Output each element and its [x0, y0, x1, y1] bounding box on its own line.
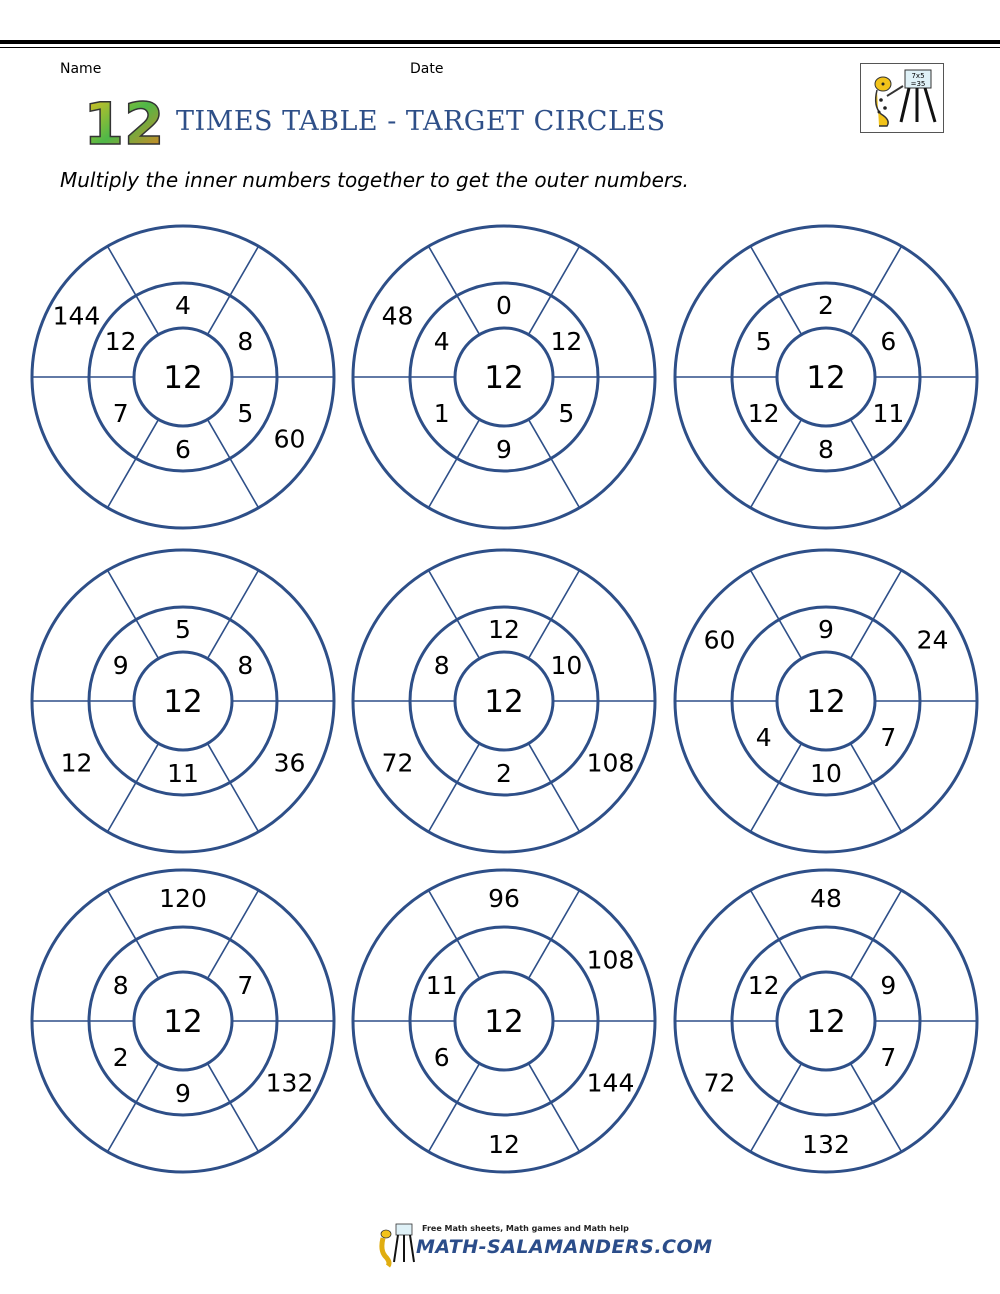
center-number: 12 — [806, 360, 846, 396]
inner-number: 12 — [488, 615, 520, 644]
name-label: Name — [60, 61, 102, 77]
instructions: Multiply the inner numbers together to get the outer numbers. — [60, 168, 689, 192]
segment-divider — [108, 246, 159, 334]
inner-number: 5 — [237, 399, 254, 428]
segment-divider — [751, 743, 802, 831]
inner-number: 9 — [112, 651, 129, 680]
segment-divider — [108, 570, 159, 658]
target-circle-2 — [353, 226, 655, 528]
inner-number: 4 — [755, 723, 772, 752]
inner-number: 12 — [104, 327, 137, 356]
outer-number: 72 — [381, 748, 414, 778]
segment-divider — [208, 246, 259, 334]
segment-divider — [851, 743, 902, 831]
page-title: TIMES TABLE - TARGET CIRCLES — [176, 106, 666, 137]
inner-number: 2 — [112, 1043, 129, 1072]
inner-number: 9 — [880, 971, 897, 1000]
inner-number: 8 — [818, 435, 834, 464]
segment-divider — [429, 419, 480, 507]
target-circle-6 — [675, 550, 977, 852]
segment-divider — [108, 890, 159, 978]
inner-number: 8 — [433, 651, 450, 680]
segment-divider — [208, 419, 259, 507]
segment-divider — [851, 890, 902, 978]
date-label: Date — [410, 61, 444, 77]
footer-salamander-icon — [376, 1222, 416, 1268]
inner-number: 0 — [496, 291, 512, 320]
times-number-text: 12 — [84, 92, 164, 152]
outer-number: 36 — [273, 748, 306, 778]
center-number: 12 — [163, 1004, 203, 1040]
center-number: 12 — [484, 684, 524, 720]
segment-divider — [208, 743, 259, 831]
target-circle-8 — [353, 870, 655, 1172]
inner-number: 6 — [175, 435, 191, 464]
center-number: 12 — [484, 1004, 524, 1040]
inner-number: 6 — [880, 327, 897, 356]
target-circle-7 — [32, 870, 334, 1172]
segment-divider — [108, 1063, 159, 1151]
segment-divider — [529, 419, 580, 507]
inner-number: 7 — [880, 1043, 897, 1072]
segment-divider — [751, 419, 802, 507]
inner-number: 1 — [433, 399, 450, 428]
segment-divider — [529, 570, 580, 658]
footer-logo — [376, 1222, 713, 1268]
outer-number: 132 — [802, 1130, 850, 1159]
target-circle-1 — [32, 226, 334, 528]
outer-number: 108 — [586, 945, 635, 975]
inner-number: 6 — [433, 1043, 450, 1072]
segment-divider — [429, 246, 480, 334]
outer-number: 12 — [60, 748, 93, 778]
inner-number: 10 — [810, 759, 842, 788]
segment-divider — [429, 743, 480, 831]
segment-divider — [529, 743, 580, 831]
inner-number: 8 — [237, 651, 254, 680]
inner-number: 7 — [237, 971, 254, 1000]
inner-number: 9 — [496, 435, 512, 464]
outer-number: 96 — [488, 884, 520, 913]
segment-divider — [851, 246, 902, 334]
outer-number: 132 — [265, 1068, 314, 1098]
segment-divider — [851, 1063, 902, 1151]
segment-divider — [208, 1063, 259, 1151]
inner-number: 2 — [496, 759, 512, 788]
segment-divider — [751, 1063, 802, 1151]
outer-number: 144 — [586, 1068, 635, 1098]
segment-divider — [208, 570, 259, 658]
outer-number: 144 — [52, 301, 101, 331]
center-number: 12 — [163, 684, 203, 720]
svg-text:=35: =35 — [910, 80, 926, 88]
inner-number: 12 — [550, 327, 583, 356]
segment-divider — [429, 890, 480, 978]
outer-number: 24 — [916, 625, 949, 655]
inner-number: 7 — [880, 723, 897, 752]
inner-number: 11 — [425, 971, 458, 1000]
segment-divider — [751, 890, 802, 978]
segment-divider — [429, 570, 480, 658]
inner-number: 10 — [550, 651, 583, 680]
target-circle-5 — [353, 550, 655, 852]
inner-number: 8 — [237, 327, 254, 356]
inner-number: 9 — [818, 615, 834, 644]
outer-number: 60 — [703, 625, 736, 655]
target-circle-9 — [675, 870, 977, 1172]
center-number: 12 — [806, 1004, 846, 1040]
inner-number: 2 — [818, 291, 834, 320]
segment-divider — [208, 890, 259, 978]
segment-divider — [851, 570, 902, 658]
segment-divider — [529, 1063, 580, 1151]
footer-tagline: Free Math sheets, Math games and Math help — [422, 1224, 629, 1233]
inner-number: 11 — [872, 399, 905, 428]
segment-divider — [751, 246, 802, 334]
segment-divider — [751, 570, 802, 658]
outer-number: 48 — [810, 884, 842, 913]
inner-number: 5 — [558, 399, 575, 428]
outer-number: 12 — [488, 1130, 520, 1159]
footer-site-name[interactable]: MATH-SALAMANDERS.COM — [416, 1236, 713, 1258]
outer-number: 108 — [586, 748, 635, 778]
inner-number: 4 — [175, 291, 191, 320]
segment-divider — [529, 246, 580, 334]
target-circle-3 — [675, 226, 977, 528]
segment-divider — [851, 419, 902, 507]
inner-number: 9 — [175, 1079, 191, 1108]
center-number: 12 — [806, 684, 846, 720]
segment-divider — [108, 419, 159, 507]
center-number: 12 — [484, 360, 524, 396]
inner-number: 12 — [747, 971, 780, 1000]
inner-number: 7 — [112, 399, 129, 428]
inner-number: 5 — [755, 327, 772, 356]
inner-number: 4 — [433, 327, 450, 356]
inner-number: 8 — [112, 971, 129, 1000]
segment-divider — [108, 743, 159, 831]
svg-text:7x5: 7x5 — [911, 72, 925, 80]
segment-divider — [429, 1063, 480, 1151]
outer-number: 60 — [273, 424, 306, 454]
target-circle-4 — [32, 550, 334, 852]
inner-number: 12 — [747, 399, 780, 428]
segment-divider — [529, 890, 580, 978]
center-number: 12 — [163, 360, 203, 396]
outer-number: 48 — [381, 301, 414, 331]
inner-number: 11 — [167, 759, 199, 788]
outer-number: 120 — [159, 884, 207, 913]
inner-number: 5 — [175, 615, 191, 644]
outer-number: 72 — [703, 1068, 736, 1098]
